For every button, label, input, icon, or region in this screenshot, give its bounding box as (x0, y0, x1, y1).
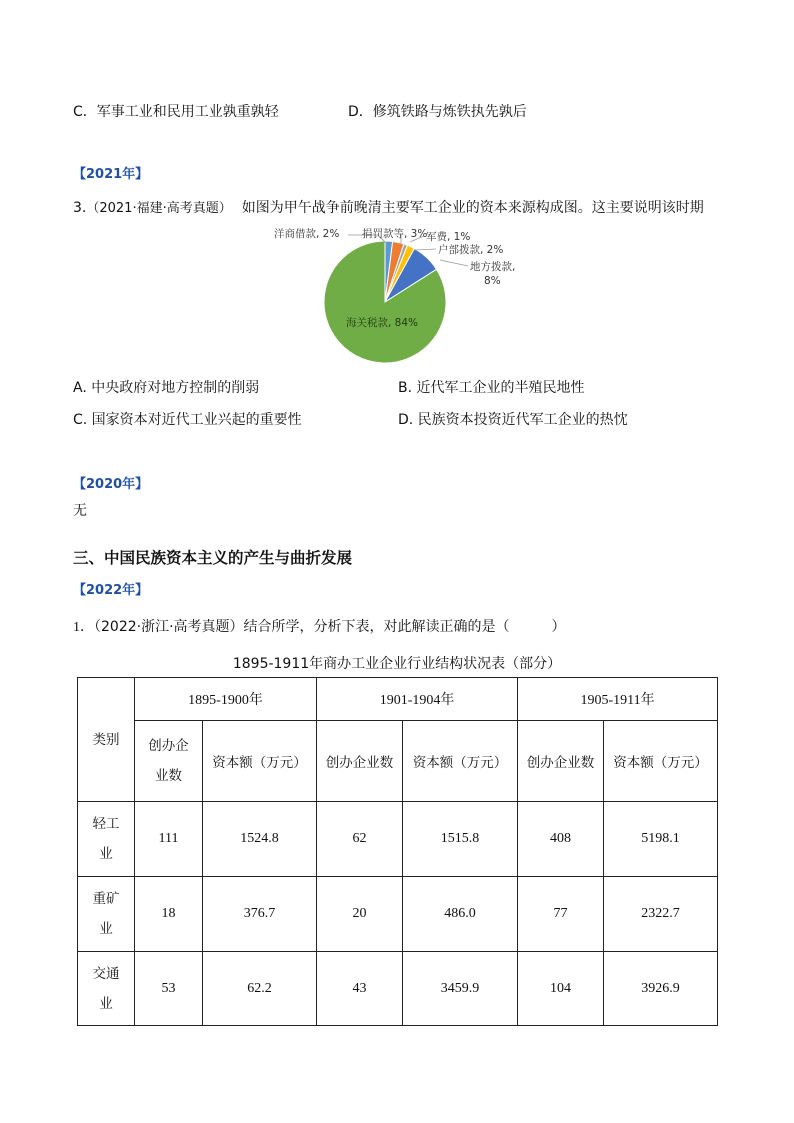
table-cell: 376.7 (203, 877, 317, 952)
question-3 (73, 197, 704, 217)
year-tag-2020: 【2020年】 (73, 477, 149, 492)
question-source: （2022·浙江·高考真题） (94, 619, 244, 635)
subheader-cell: 创办企业数 (317, 721, 403, 802)
row-label: 重矿 业 (78, 877, 135, 952)
table-cell: 53 (135, 952, 203, 1026)
question-number: 3. (73, 200, 87, 216)
capital-source-pie-chart (260, 222, 580, 372)
pie-slice-label: 洋商借款, 2% (274, 228, 340, 240)
subheader-cell: 创办企 业数 (135, 721, 203, 802)
section-2020-content: 无 (73, 503, 87, 519)
table-cell: 3926.9 (604, 952, 718, 1026)
category-header: 类别 (78, 678, 135, 802)
question-stem: 如图为甲午战争前晚清主要军工企业的资本来源构成图。这主要说明该时期 (241, 200, 704, 216)
pie-slice-label: 海关税款, 84% (346, 317, 419, 329)
pie-slice-label: 捐罚款等, 3% (362, 228, 428, 240)
table-row (78, 877, 718, 952)
table-cell: 111 (135, 802, 203, 877)
question-1 (73, 616, 566, 636)
table-cell: 1524.8 (203, 802, 317, 877)
row-label: 交通 业 (78, 952, 135, 1026)
pie-slice-label: 地方拨款, (470, 261, 516, 273)
section-heading: 三、中国民族资本主义的产生与曲折发展 (73, 549, 353, 567)
year-tag-2021: 【2021年】 (73, 167, 149, 182)
option-b: B. 近代军工企业的半殖民地性 (398, 380, 585, 396)
question-number: 1． (73, 620, 94, 635)
table-caption: 1895-1911年商办工业企业行业结构状况表（部分） (232, 656, 562, 672)
table-cell: 104 (518, 952, 604, 1026)
pie-slice-label: 军费, 1% (426, 231, 471, 243)
table-cell: 18 (135, 877, 203, 952)
pie-slice-label: 8% (484, 275, 501, 287)
pie-leader-line (415, 249, 436, 250)
option-a: A. 中央政府对地方控制的削弱 (73, 380, 260, 396)
table-cell: 1515.8 (403, 802, 518, 877)
option-d-2021: D. 民族资本投资近代军工企业的热忱 (398, 412, 628, 428)
subheader-cell: 资本额（万元） (203, 721, 317, 802)
table-cell: 62.2 (203, 952, 317, 1026)
option-c: C．军事工业和民用工业孰重孰轻 (73, 104, 279, 120)
period-header: 1895-1900年 (135, 678, 317, 721)
table-cell: 5198.1 (604, 802, 718, 877)
pie-leader-line (440, 260, 468, 266)
table-cell: 3459.9 (403, 952, 518, 1026)
table-row (78, 952, 718, 1026)
subheader-cell: 资本额（万元） (604, 721, 718, 802)
enterprise-structure-table (77, 677, 718, 1026)
year-tag-2022: 【2022年】 (73, 583, 149, 598)
table-cell: 486.0 (403, 877, 518, 952)
table-cell: 408 (518, 802, 604, 877)
table-cell: 20 (317, 877, 403, 952)
table-row (78, 802, 718, 877)
table-cell: 62 (317, 802, 403, 877)
question-source: （2021·福建·高考真题） (86, 201, 232, 216)
table-cell: 43 (317, 952, 403, 1026)
row-label: 轻工 业 (78, 802, 135, 877)
subheader-cell: 创办企业数 (518, 721, 604, 802)
subheader-cell: 资本额（万元） (403, 721, 518, 802)
period-header: 1901-1904年 (317, 678, 518, 721)
pie-slice-label: 户部拨款, 2% (438, 244, 504, 256)
table-cell: 2322.7 (604, 877, 718, 952)
question-stem: 结合所学，分析下表，对此解读正确的是（ ） (243, 619, 566, 635)
option-c-2021: C. 国家资本对近代工业兴起的重要性 (73, 412, 302, 428)
option-d: D．修筑铁路与炼铁执先孰后 (348, 104, 527, 120)
period-header: 1905-1911年 (518, 678, 718, 721)
table-cell: 77 (518, 877, 604, 952)
